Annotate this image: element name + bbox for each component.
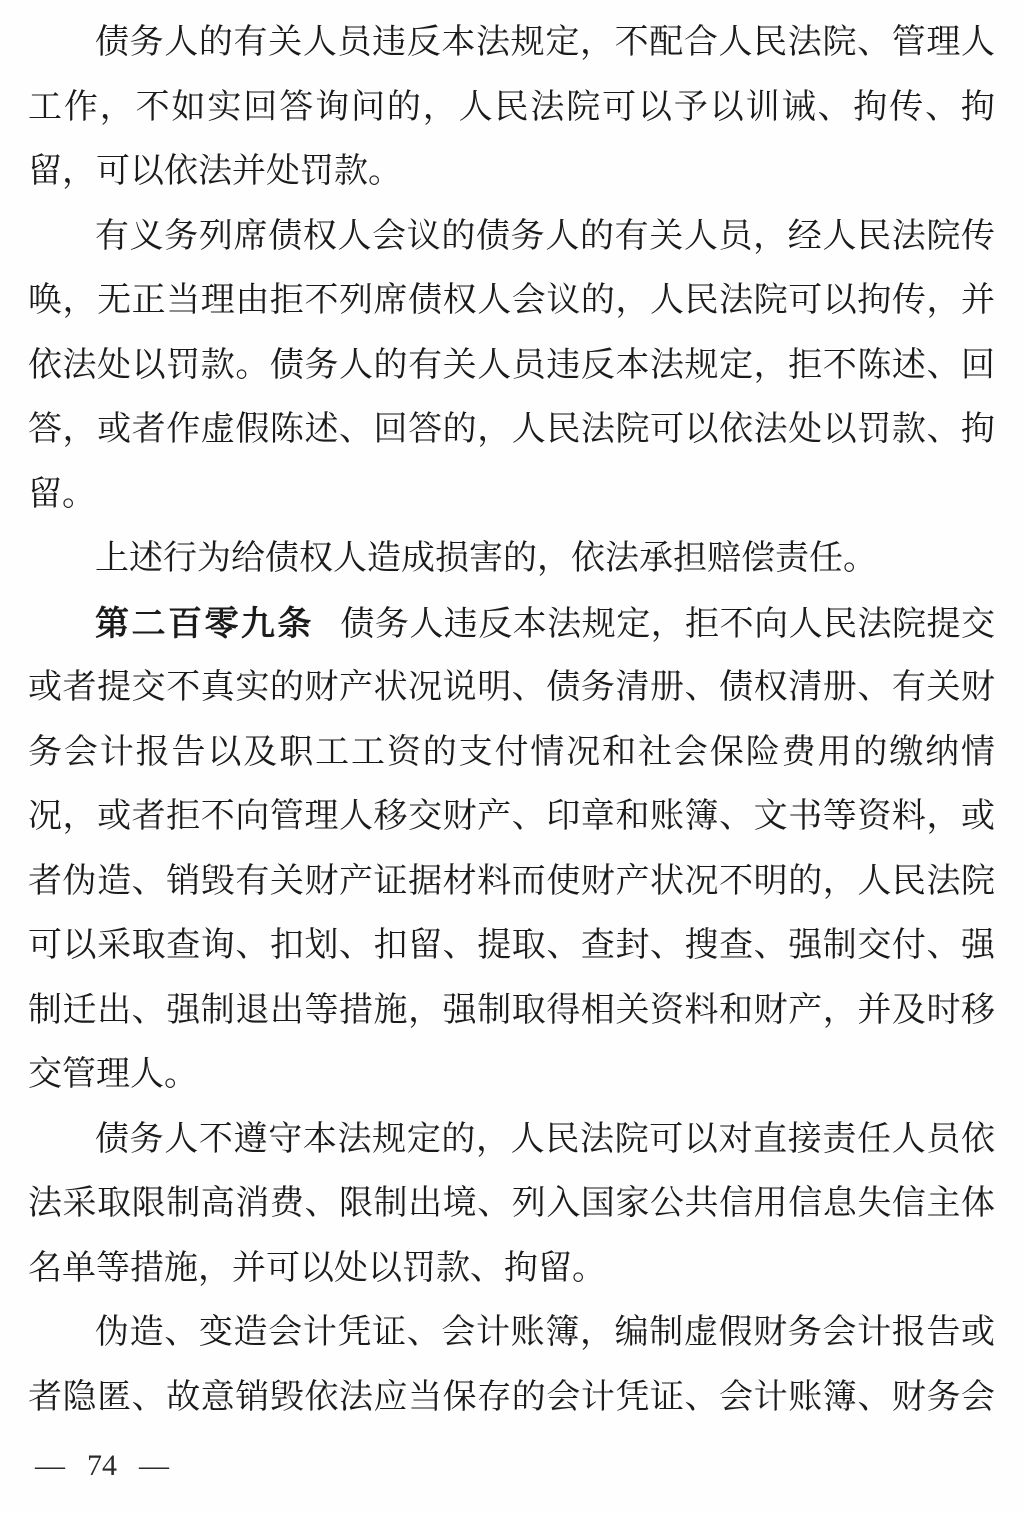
page-number: 74 [87,1449,117,1482]
text-line: 制迁出、强制退出等措施，强制取得相关资料和财产，并及时移 [28,991,995,1029]
text-line: 交管理人。 [28,1056,198,1093]
text-line: 依法处以罚款。债务人的有关人员违反本法规定，拒不陈述、回 [28,346,995,384]
text-line: 务会计报告以及职工工资的支付情况和社会保险费用的缴纳情 [28,733,995,771]
article-first-line-text: 债务人违反本法规定，拒不向人民法院提交 [339,605,995,643]
text-line: 债务人不遵守本法规定的，人民法院可以对直接责任人员依 [95,1120,995,1158]
text-line: 上述行为给债权人造成损害的，依法承担赔偿责任。 [95,540,877,577]
footer-dash-left: — [35,1449,65,1482]
text-line: 或者提交不真实的财产状况说明、债务清册、债权清册、有关财 [28,669,995,706]
page-footer [35,1449,169,1483]
text-line: 法采取限制高消费、限制出境、列入国家公共信用信息失信主体 [28,1185,995,1222]
text-line: 唤，无正当理由拒不列席债权人会议的，人民法院可以拘传，并 [28,282,995,319]
text-line: 债务人的有关人员违反本法规定，不配合人民法院、管理人 [95,24,995,61]
text-line: 者伪造、销毁有关财产证据材料而使财产状况不明的，人民法院 [28,862,995,900]
text-line: 工作，不如实回答询问的，人民法院可以予以训诫、拘传、拘 [28,88,995,126]
page-body [28,11,995,1430]
text-line: 况，或者拒不向管理人移交财产、印章和账簿、文书等资料，或 [28,798,995,835]
text-line: 答，或者作虚假陈述、回答的，人民法院可以依法处以罚款、拘 [28,411,995,448]
footer-dash-right: — [139,1449,169,1482]
article-number: 第二百零九条 [95,604,314,643]
text-line: 有义务列席债权人会议的债务人的有关人员，经人民法院传 [95,217,995,255]
text-line: 者隐匿、故意销毁依法应当保存的会计凭证、会计账簿、财务会 [28,1378,995,1416]
text-line: 留。 [28,475,96,513]
text-line: 伪造、变造会计凭证、会计账簿，编制虚假财务会计报告或 [95,1314,995,1351]
text-line: 名单等措施，并可以处以罚款、拘留。 [28,1249,606,1287]
article-heading-line [28,592,995,657]
text-line: 留，可以依法并处罚款。 [28,153,402,190]
text-line: 可以采取查询、扣划、扣留、提取、查封、搜查、强制交付、强 [28,927,995,964]
